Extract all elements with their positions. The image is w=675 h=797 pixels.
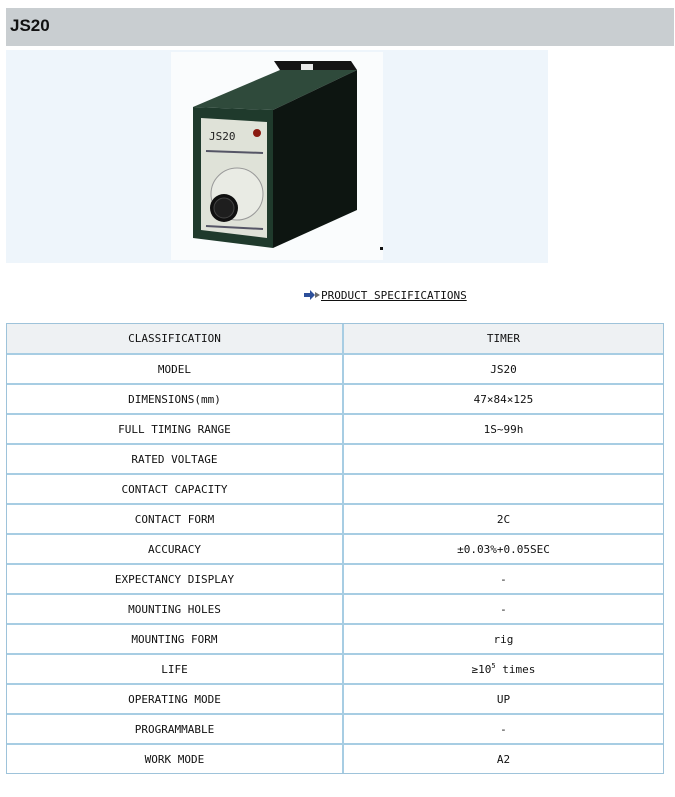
row-value: 1S~99h [344,415,663,445]
table-row [7,355,663,385]
table-row [7,715,663,745]
row-label: LIFE [7,655,344,685]
table-row [7,655,663,685]
row-label: CONTACT FORM [7,505,344,535]
row-value: 2C [344,505,663,535]
page-title: JS20 [10,16,50,35]
row-label: FULL TIMING RANGE [7,415,344,445]
photo-model-text: JS20 [209,130,236,143]
row-label: MOUNTING FORM [7,625,344,655]
spec-heading-label: PRODUCT SPECIFICATIONS [321,289,467,302]
row-label: EXPECTANCY DISPLAY [7,565,344,595]
page-header-bar [6,8,674,46]
row-value [344,475,663,505]
row-label: PROGRAMMABLE [7,715,344,745]
row-value [344,445,663,475]
row-label: MODEL [7,355,344,385]
row-value: UP [344,685,663,715]
row-value: JS20 [344,355,663,385]
table-row [7,685,663,715]
row-value: - [344,565,663,595]
table-row [7,595,663,625]
row-label: MOUNTING HOLES [7,595,344,625]
row-value: - [344,715,663,745]
row-value: - [344,595,663,625]
row-label: ACCURACY [7,535,344,565]
column-header-classification: CLASSIFICATION [7,324,344,355]
product-specifications-link[interactable] [304,289,467,302]
life-value-exponent: 5 [491,662,496,670]
specification-table [6,323,664,774]
row-value [344,655,663,685]
life-value-suffix: times [495,663,536,676]
row-value: 47×84×125 [344,385,663,415]
arrow-icon [304,290,320,300]
column-header-timer: TIMER [344,324,663,355]
row-value: A2 [496,752,511,766]
table-row [7,415,663,445]
row-value: ±0.03%+0.05SEC [344,535,663,565]
table-row [7,505,663,535]
row-label: OPERATING MODE [7,685,344,715]
timer-relay-illustration [171,52,383,260]
table-row [7,745,663,773]
table-row [7,445,663,475]
table-row [7,475,663,505]
row-label: CONTACT CAPACITY [7,475,344,505]
table-row [7,385,663,415]
table-header-row [7,324,663,355]
product-image-panel [6,50,548,263]
row-label: RATED VOLTAGE [7,445,344,475]
table-row [7,565,663,595]
row-label: DIMENSIONS(mm) [7,385,344,415]
table-row [7,535,663,565]
life-value-prefix: ≥10 [471,663,492,676]
row-label: WORK MODE [7,745,344,773]
table-row [7,625,663,655]
product-photo [171,52,383,260]
row-value: rig [344,625,663,655]
